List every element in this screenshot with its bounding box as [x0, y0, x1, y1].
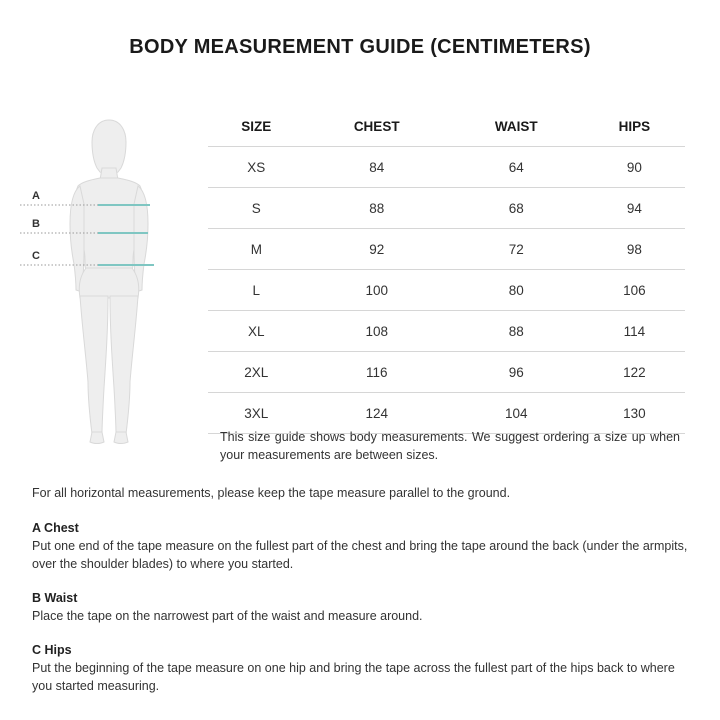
page-title: BODY MEASUREMENT GUIDE (CENTIMETERS) — [129, 36, 591, 58]
table-row — [208, 147, 685, 188]
figure-head — [92, 120, 126, 174]
cell-size: S — [208, 188, 305, 229]
cell-waist: 68 — [449, 188, 584, 229]
table-row — [208, 229, 685, 270]
cell-waist: 104 — [449, 393, 584, 434]
body-figure — [20, 108, 200, 453]
cell-size: 2XL — [208, 352, 305, 393]
label-c: C — [32, 250, 40, 262]
header-waist: WAIST — [449, 106, 584, 147]
figure-hips — [79, 268, 139, 298]
size-table — [208, 106, 685, 434]
cell-chest: 88 — [305, 188, 449, 229]
label-b: B — [32, 218, 40, 230]
cell-waist: 80 — [449, 270, 584, 311]
cell-chest: 100 — [305, 270, 449, 311]
cell-waist: 88 — [449, 311, 584, 352]
figure-torso — [76, 178, 143, 270]
instructions-intro: For all horizontal measurements, please keep the tape measure parallel to the ground. — [32, 486, 511, 500]
size-note: This size guide shows body measurements. We suggest ordering a size up when your measurements are between sizes. — [220, 430, 680, 462]
cell-hips: 122 — [584, 352, 685, 393]
chest-section-text: Put one end of the tape measure on the fullest part of the chest and bring the tape around the back (under the armpits, over the shoulder blades) to where you started. — [32, 539, 688, 571]
chest-section — [32, 519, 697, 573]
cell-hips: 90 — [584, 147, 685, 188]
table-row — [208, 188, 685, 229]
cell-waist: 72 — [449, 229, 584, 270]
cell-chest: 108 — [305, 311, 449, 352]
cell-hips: 106 — [584, 270, 685, 311]
waist-section — [32, 589, 697, 625]
header-chest: CHEST — [305, 106, 449, 147]
cell-chest: 116 — [305, 352, 449, 393]
cell-waist: 64 — [449, 147, 584, 188]
cell-hips: 98 — [584, 229, 685, 270]
cell-hips: 94 — [584, 188, 685, 229]
table-row — [208, 270, 685, 311]
cell-waist: 96 — [449, 352, 584, 393]
measurement-instructions — [32, 484, 697, 711]
header-size: SIZE — [208, 106, 305, 147]
cell-hips: 130 — [584, 393, 685, 434]
waist-section-title: B Waist — [32, 591, 78, 605]
hips-section-title: C Hips — [32, 643, 72, 657]
hips-section-text: Put the beginning of the tape measure on one hip and bring the tape across the fullest part of the hips back to where you started measuring. — [32, 661, 675, 693]
table-header-row — [208, 106, 685, 147]
figure-right-leg — [110, 296, 138, 434]
figure-left-leg — [80, 296, 108, 434]
cell-hips: 114 — [584, 311, 685, 352]
cell-chest: 124 — [305, 393, 449, 434]
table-row — [208, 311, 685, 352]
cell-chest: 84 — [305, 147, 449, 188]
table-row — [208, 352, 685, 393]
cell-size: XS — [208, 147, 305, 188]
waist-section-text: Place the tape on the narrowest part of the waist and measure around. — [32, 609, 423, 623]
figure-right-foot — [114, 432, 128, 444]
figure-left-foot — [90, 432, 104, 444]
cell-size: 3XL — [208, 393, 305, 434]
hips-section — [32, 641, 697, 695]
cell-size: XL — [208, 311, 305, 352]
label-a: A — [32, 190, 40, 202]
body-silhouette — [20, 108, 200, 453]
chest-section-title: A Chest — [32, 521, 79, 535]
cell-size: L — [208, 270, 305, 311]
cell-size: M — [208, 229, 305, 270]
cell-chest: 92 — [305, 229, 449, 270]
header-hips: HIPS — [584, 106, 685, 147]
